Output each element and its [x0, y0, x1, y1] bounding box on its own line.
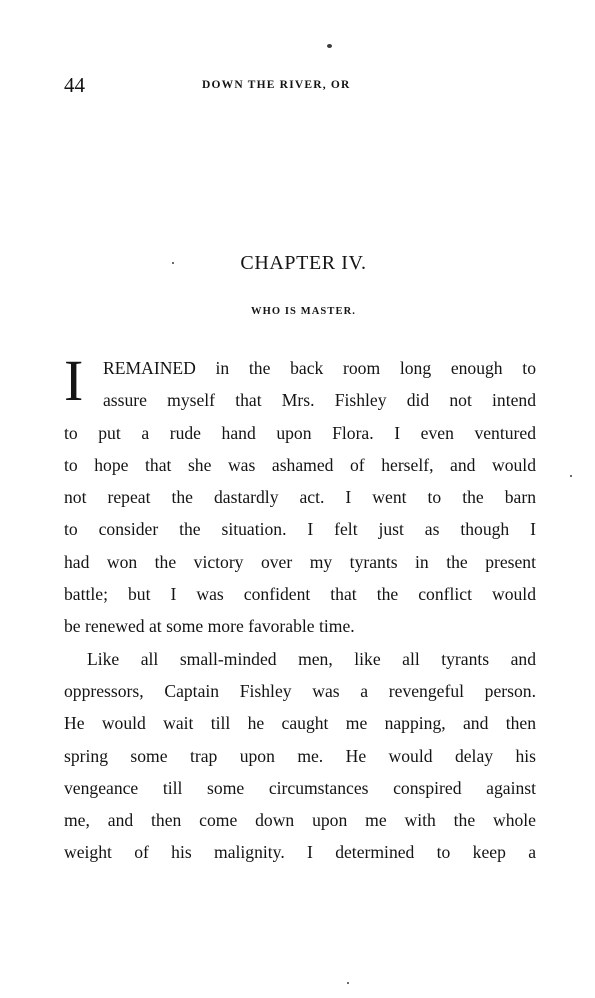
paragraph-1 [64, 348, 536, 643]
text-line: not repeat the dastardly act. I went to the barn [64, 487, 536, 508]
text-line: had won the victory over my tyrants in the present [64, 551, 536, 572]
text-line: spring some trap upon me. He would delay his [64, 745, 536, 766]
ink-speck [327, 44, 332, 48]
text-line: me, and then come down upon me with the whole [64, 810, 536, 831]
text-line: battle; but I was confident that the conflict would [64, 584, 536, 605]
text-line: to hope that she was ashamed of herself, and would [64, 454, 536, 475]
text-line: assure myself that Mrs. Fishley did not intend [103, 390, 536, 411]
text-line: to consider the situation. I felt just as though I [64, 519, 536, 540]
paragraph-2 [64, 643, 536, 869]
text-line: Like all small-minded men, like all tyrants and [87, 648, 536, 669]
drop-cap-block [64, 348, 536, 417]
text-line: He would wait till he caught me napping, and then [64, 713, 536, 734]
drop-cap-letter: I [64, 348, 84, 413]
text-line: be renewed at some more favorable time. [64, 616, 355, 637]
ink-speck [347, 982, 349, 984]
text-line: vengeance till some circumstances conspired against [64, 777, 536, 798]
text-line: oppressors, Captain Fishley was a revengeful person. [64, 680, 536, 701]
chapter-subtitle: WHO IS MASTER. [251, 306, 356, 317]
text-line: REMAINED in the back room long enough to [103, 358, 536, 378]
body-text [64, 348, 536, 869]
ink-speck [570, 475, 572, 477]
chapter-title: CHAPTER IV. [240, 252, 367, 274]
text-line: weight of his malignity. I determined to keep a [64, 842, 536, 863]
text-line: to put a rude hand upon Flora. I even ventured [64, 422, 536, 443]
page-number: 44 [64, 73, 85, 97]
page-header [64, 72, 536, 98]
running-head: DOWN THE RIVER, OR [202, 79, 351, 91]
